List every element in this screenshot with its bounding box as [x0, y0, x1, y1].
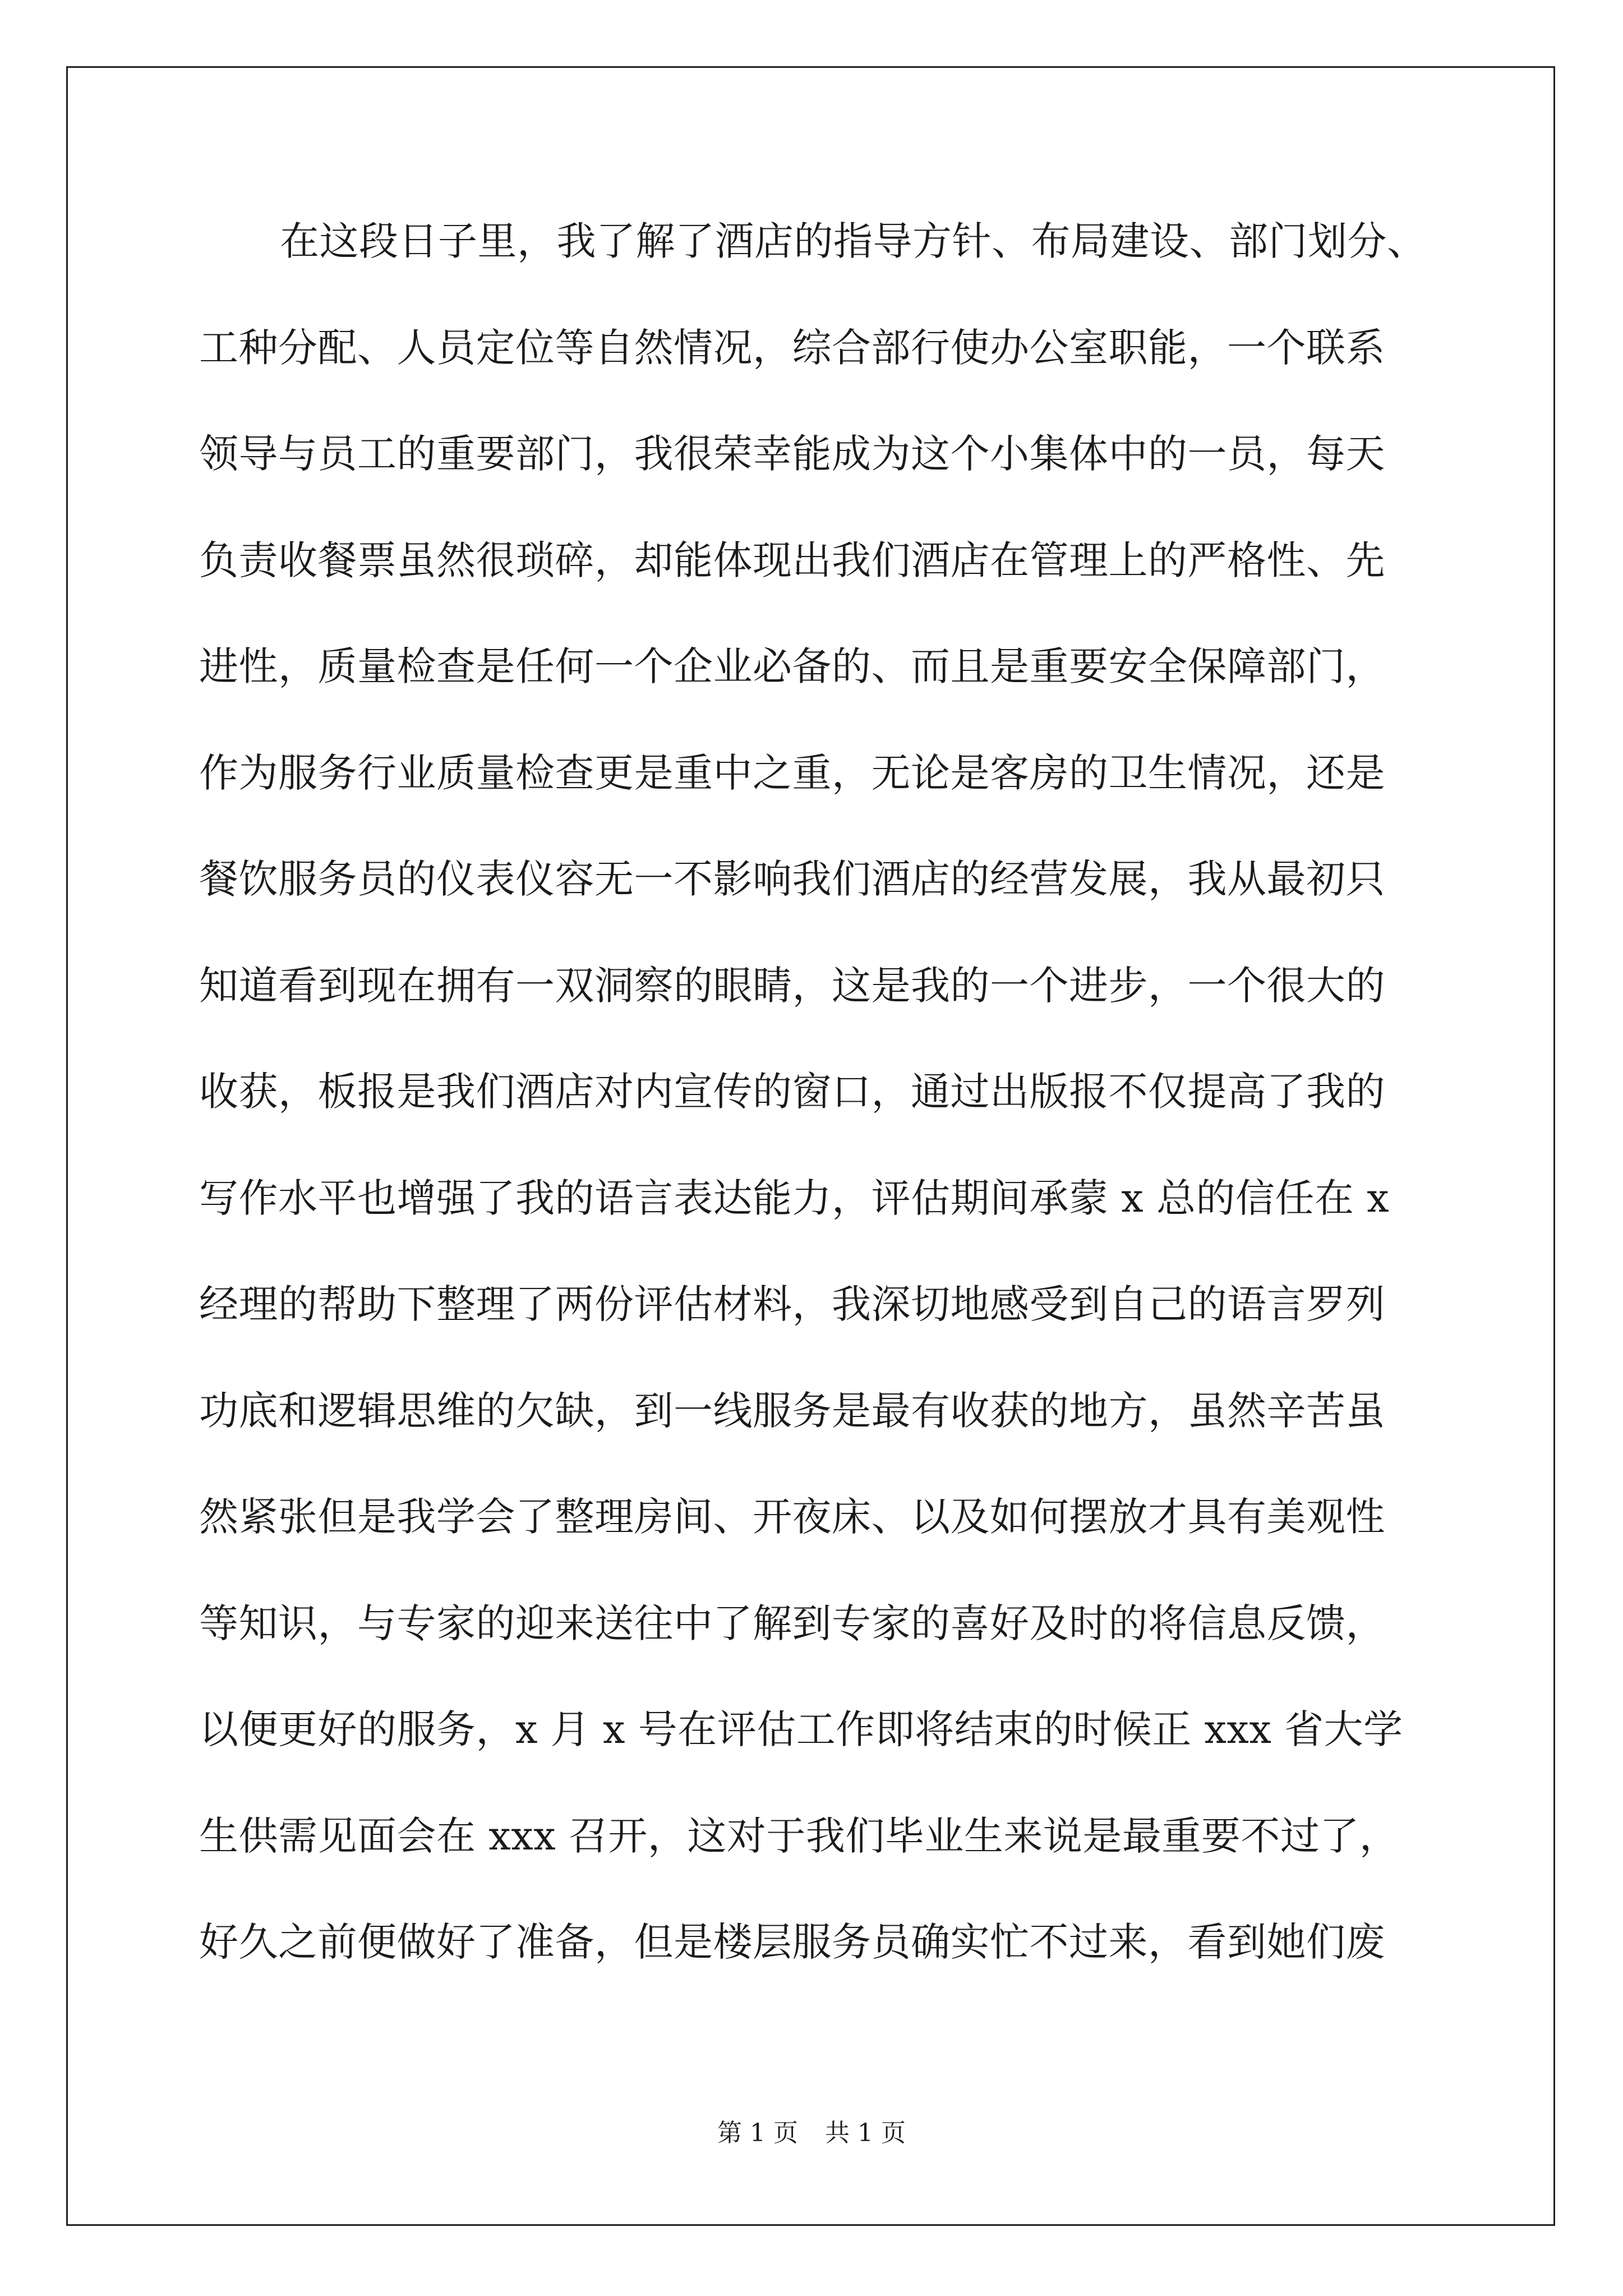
text-line: 进性，质量检查是任何一个企业必备的、而且是重要安全保障部门， — [199, 643, 1385, 689]
text-line: 等知识，与专家的迎来送往中了解到专家的喜好及时的将信息反馈， — [199, 1600, 1385, 1646]
text-line: 作为服务行业质量检查更是重中之重，无论是客房的卫生情况，还是 — [199, 749, 1385, 796]
text-line: 经理的帮助下整理了两份评估材料，我深切地感受到自己的语言罗列 — [199, 1281, 1385, 1327]
text-line: 功底和逻辑思维的欠缺，到一线服务是最有收获的地方，虽然辛苦虽 — [199, 1387, 1385, 1434]
page-footer — [0, 2118, 1623, 2149]
text-line: 餐饮服务员的仪表仪容无一不影响我们酒店的经营发展，我从最初只 — [199, 856, 1385, 902]
text-line: 知道看到现在拥有一双洞察的眼睛，这是我的一个进步，一个很大的 — [199, 962, 1385, 1009]
text-line: 收获，板报是我们酒店对内宣传的窗口，通过出版报不仅提高了我的 — [199, 1069, 1385, 1115]
document-body — [199, 213, 1433, 2021]
text-line: 领导与员工的重要部门，我很荣幸能成为这个小集体中的一员，每天 — [199, 431, 1385, 477]
text-line: 写作水平也增强了我的语言表达能力，评估期间承蒙 x 总的信任在 x — [199, 1175, 1390, 1221]
text-line: 负责收餐票虽然很琐碎，却能体现出我们酒店在管理上的严格性、先 — [199, 537, 1385, 583]
text-line: 在这段日子里，我了解了酒店的指导方针、布局建设、部门划分、 — [280, 218, 1427, 264]
text-line: 生供需见面会在 xxx 召开，这对于我们毕业生来说是最重要不过了， — [199, 1812, 1399, 1859]
page-total: 共 1 页 — [825, 2119, 906, 2147]
text-line: 工种分配、人员定位等自然情况，综合部行使办公室职能，一个联系 — [199, 324, 1385, 371]
text-line: 然紧张但是我学会了整理房间、开夜床、以及如何摆放才具有美观性 — [199, 1494, 1385, 1540]
text-line: 好久之前便做好了准备，但是楼层服务员确实忙不过来，看到她们废 — [199, 1919, 1385, 1965]
text-line: 以便更好的服务，x 月 x 号在评估工作即将结束的时候正 xxx 省大学 — [199, 1706, 1403, 1752]
page-number: 第 1 页 — [717, 2119, 798, 2147]
